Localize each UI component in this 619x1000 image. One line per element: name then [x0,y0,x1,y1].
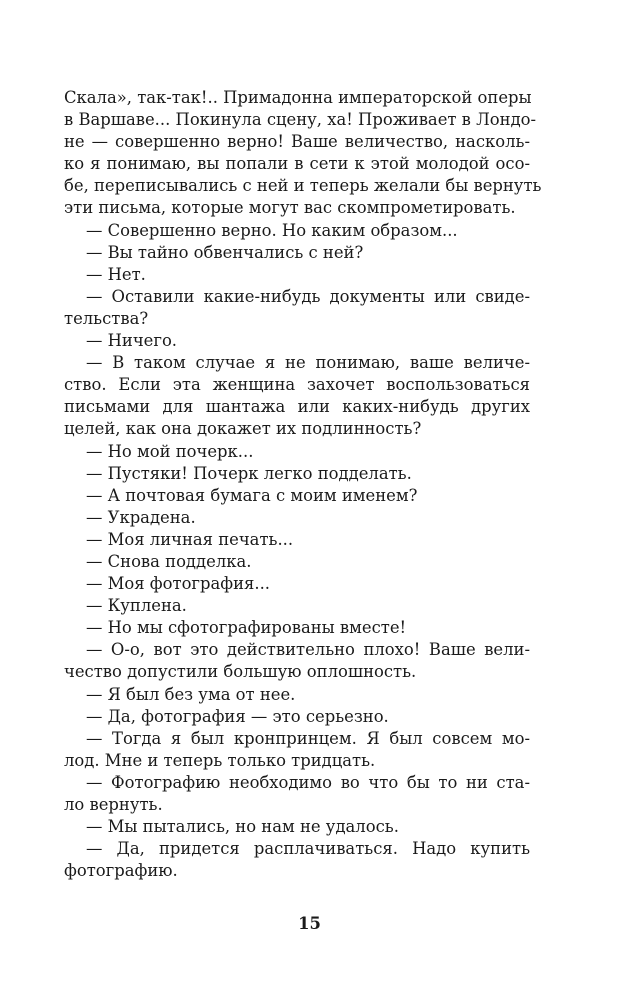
text-line: ство. Если эта женщина захочет воспользоваться [64,375,530,395]
text-line: — Куплена. [86,596,187,616]
text-line: письмами для шантажа или каких-нибудь других [64,397,530,417]
text-line: — Но мой почерк... [86,441,254,461]
text-line: — Украдена. [86,507,196,527]
text-line: в Варшаве... Покинула сцену, ха! Проживает в Лондо- [64,110,537,130]
text-line: — Но мы сфотографированы вместе! [86,618,407,638]
text-line: целей, как она докажет их подлинность? [64,419,422,439]
text-line: — Я был без ума от нее. [86,684,296,704]
page-number: 15 [298,914,321,933]
text-line: — Да, фотография — это серьезно. [86,706,389,726]
text-line: — Тогда я был кронпринцем. Я был совсем мо- [86,728,530,748]
text-line: лод. Мне и теперь только тридцать. [64,750,376,770]
body-text [64,87,542,882]
text-line: ко я понимаю, вы попали в сети к этой молодой осо- [64,154,530,174]
text-line: — О-о, вот это действительно плохо! Ваше вели- [86,640,530,660]
text-line: — Ничего. [86,331,178,351]
text-line: — Мы пытались, но нам не удалось. [86,817,399,837]
text-line: — Вы тайно обвенчались с ней? [86,242,364,262]
text-line: не — совершенно верно! Ваше величество, насколь- [64,132,530,152]
text-line: Скала», так-так!.. Примадонна императорской оперы [64,88,532,107]
text-line: — Пустяки! Почерк легко подделать. [86,463,412,483]
text-line: — Фотографию необходимо во что бы то ни ста- [86,772,530,792]
text-line: — В таком случае я не понимаю, ваше величе- [86,353,530,373]
text-line: — А почтовая бумага с моим именем? [86,485,418,505]
text-line: — Моя личная печать... [86,529,294,549]
text-line: — Да, придется расплачиваться. Надо купить [86,839,530,859]
text-line: — Снова подделка. [86,551,252,571]
text-line: фотографию. [64,861,178,881]
text-line: — Нет. [86,264,146,284]
text-line: — Моя фотография... [86,574,271,594]
text-line: чество допустили большую оплошность. [64,662,417,682]
text-line: эти письма, которые могут вас скомпрометировать. [64,198,516,218]
text-line: — Совершенно верно. Но каким образом... [86,220,458,240]
text-line: тельства? [64,308,149,328]
text-line: — Оставили какие-нибудь документы или свиде- [86,286,530,306]
text-line: бе, переписывались с ней и теперь желали бы вернуть [64,176,542,196]
text-line: ло вернуть. [64,795,163,814]
